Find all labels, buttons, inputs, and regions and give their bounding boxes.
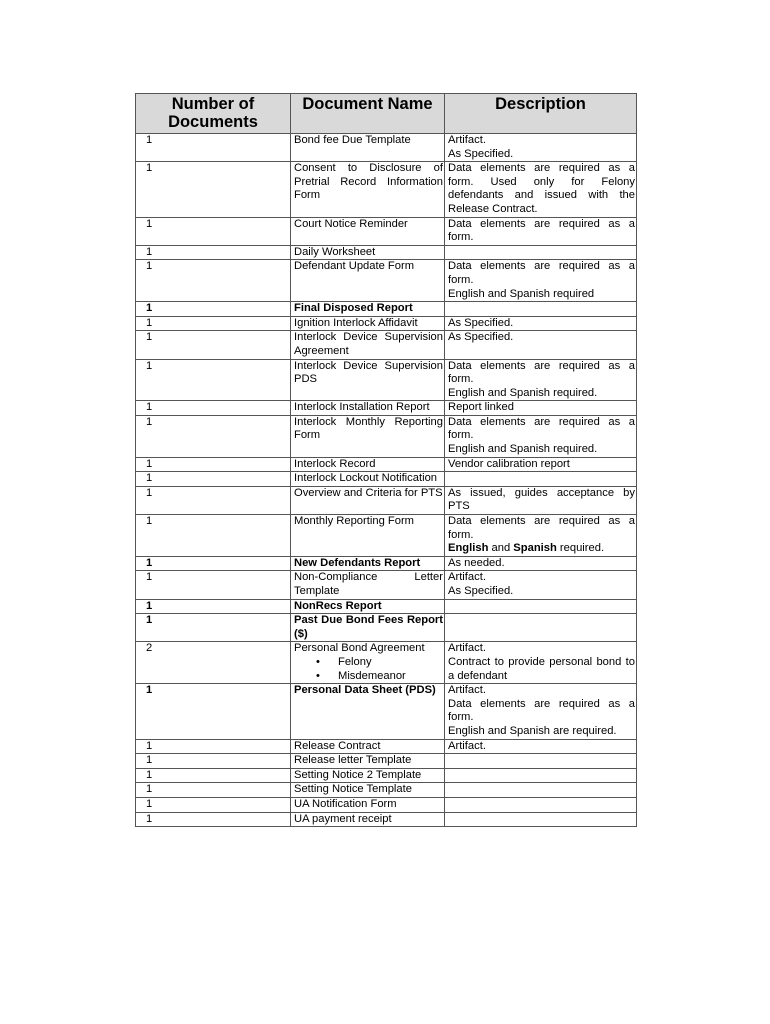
document-name-text: NonRecs Report [294,599,382,612]
document-name-text: Interlock Monthly Reporting Form [294,415,443,442]
document-description [445,571,637,599]
table-row [136,457,637,472]
document-name-text: Court Notice Reminder [294,217,408,230]
document-name-text: New Defendants Report [294,556,421,569]
table-row [136,162,637,217]
table-row [136,599,637,614]
table-row [136,642,637,684]
description-line: Artifact. [448,739,486,752]
document-name [291,783,445,798]
description-line: As needed. [448,556,505,569]
document-count: 1 [136,217,291,245]
document-description [445,812,637,827]
table-row [136,556,637,571]
description-line: As issued, guides acceptance by PTS [448,486,635,513]
document-description [445,684,637,739]
description-line: As Specified. [448,331,514,344]
document-description [445,217,637,245]
table-row [136,515,637,557]
table-row [136,217,637,245]
document-count: 1 [136,783,291,798]
document-name [291,162,445,217]
document-name [291,754,445,769]
document-count: 1 [136,415,291,457]
document-description [445,486,637,514]
header-count: Number of Documents [136,94,291,134]
document-count: 1 [136,812,291,827]
document-name [291,331,445,359]
header-description: Description [445,94,637,134]
table-row [136,812,637,827]
document-description [445,614,637,642]
table-row [136,134,637,162]
document-name [291,359,445,401]
language-tail: required. [556,542,605,555]
document-description [445,754,637,769]
document-count: 1 [136,797,291,812]
document-name-text: Defendant Update Form [294,260,415,273]
document-variant-item: • Misdemeanor [316,670,443,684]
document-description [445,359,637,401]
document-name [291,684,445,739]
document-count: 1 [136,162,291,217]
document-description [445,472,637,487]
document-name [291,739,445,754]
document-name-text: Setting Notice 2 Template [294,768,422,781]
document-name [291,642,445,684]
language-and: and [488,542,514,555]
description-line: Data elements are required as a form. [448,415,635,442]
document-count: 1 [136,515,291,557]
document-count: 1 [136,472,291,487]
document-name-text: UA payment receipt [294,812,392,825]
table-row [136,684,637,739]
document-name-text: Interlock Installation Report [294,401,430,414]
document-description [445,245,637,260]
language-english: English [448,542,489,555]
document-name [291,245,445,260]
document-count: 1 [136,684,291,739]
document-name-text: UA Notification Form [294,797,397,810]
document-name-text: Personal Bond Agreement [294,642,425,655]
language-spanish: Spanish [513,542,557,555]
description-language-line [448,542,635,556]
document-count: 1 [136,401,291,416]
description-line: English and Spanish required. [448,443,598,456]
document-name-text: Past Due Bond Fees Report ($) [294,614,443,640]
description-line: English and Spanish required [448,287,595,300]
table-row [136,415,637,457]
description-line: Data elements are required as a form. [448,260,635,286]
document-variant-list [294,656,443,683]
table-row [136,331,637,359]
table-row [136,302,637,317]
document-count: 1 [136,316,291,331]
document-name-text: Interlock Device Supervision Agreement [294,331,443,357]
document-name-text: Non-Compliance Letter Template [294,571,443,597]
document-count: 1 [136,739,291,754]
document-name [291,515,445,557]
description-line: Artifact. [448,134,486,146]
document-count: 1 [136,245,291,260]
description-line: Data elements are required as a form. [448,515,635,541]
table-row [136,472,637,487]
document-name-text: Ignition Interlock Affidavit [294,316,418,329]
document-description [445,642,637,684]
document-count: 1 [136,486,291,514]
documents-table [135,93,637,827]
document-name-text: Daily Worksheet [294,245,376,258]
header-row [136,94,637,134]
document-name [291,614,445,642]
document-description [445,302,637,317]
description-line: Vendor calibration report [448,457,570,470]
description-line: Report linked [448,401,514,414]
description-line: Data elements are required as a form. Used only for Felony defendants and issued with the Release Contract. [448,162,635,215]
document-name-text: Interlock Lockout Notification [294,472,438,485]
description-line: Artifact. [448,684,486,697]
document-name [291,797,445,812]
document-name [291,599,445,614]
description-line: Artifact. [448,571,486,584]
table-row [136,768,637,783]
document-name-text: Interlock Record [294,457,376,470]
document-name-text: Setting Notice Template [294,783,412,796]
table-row [136,316,637,331]
document-count: 1 [136,359,291,401]
document-name [291,401,445,416]
document-description [445,556,637,571]
document-name-text: Overview and Criteria for PTS [294,486,443,499]
document-description [445,739,637,754]
document-name [291,260,445,302]
document-description [445,415,637,457]
document-description [445,457,637,472]
document-name [291,217,445,245]
header-document-name: Document Name [291,94,445,134]
document-count: 1 [136,768,291,783]
document-count: 1 [136,571,291,599]
document-name [291,457,445,472]
document-name [291,812,445,827]
document-name-text: Consent to Disclosure of Pretrial Record Information Form [294,162,443,202]
document-name-text: Release Contract [294,739,381,752]
table-row [136,260,637,302]
document-count: 1 [136,556,291,571]
table-row [136,754,637,769]
table-row [136,614,637,642]
document-name [291,415,445,457]
table-row [136,571,637,599]
document-count: 1 [136,754,291,769]
document-name [291,556,445,571]
document-count: 1 [136,599,291,614]
document-count: 1 [136,134,291,162]
description-line: Data elements are required as a form. [448,359,635,386]
description-line: As Specified. [448,316,514,329]
document-name [291,571,445,599]
table-row [136,739,637,754]
document-count: 1 [136,614,291,642]
document-name [291,472,445,487]
table-row [136,486,637,514]
description-line: Artifact. [448,642,486,655]
document-description [445,768,637,783]
document-description [445,515,637,557]
document-name-text: Bond fee Due Template [294,134,411,146]
document-description [445,260,637,302]
document-description [445,134,637,162]
document-description [445,401,637,416]
document-count: 1 [136,457,291,472]
table-body [136,134,637,827]
document-description [445,797,637,812]
table-row [136,783,637,798]
document-description [445,162,637,217]
document-name [291,134,445,162]
document-count: 1 [136,331,291,359]
document-count: 1 [136,260,291,302]
document-name [291,302,445,317]
document-count: 2 [136,642,291,684]
document-name-text: Interlock Device Supervision PDS [294,359,443,386]
description-line: Data elements are required as a form. [448,697,635,724]
table-row [136,359,637,401]
document-name [291,486,445,514]
document-name-text: Final Disposed Report [294,302,413,315]
document-variant-item: • Felony [316,656,443,670]
document-description [445,316,637,331]
document-description [445,599,637,614]
document-name-text: Personal Data Sheet (PDS) [294,684,436,697]
description-line: English and Spanish required. [448,386,598,399]
table-row [136,797,637,812]
document-description [445,331,637,359]
document-description [445,783,637,798]
description-line: Data elements are required as a form. [448,217,635,244]
table-row [136,401,637,416]
document-name [291,316,445,331]
description-line: As Specified. [448,147,514,160]
description-line: English and Spanish are required. [448,724,617,737]
document-count: 1 [136,302,291,317]
description-line: Contract to provide personal bond to a defendant [448,655,635,682]
document-name [291,768,445,783]
table-row [136,245,637,260]
description-line: As Specified. [448,585,514,597]
document-name-text: Release letter Template [294,754,412,767]
document-name-text: Monthly Reporting Form [294,515,414,528]
